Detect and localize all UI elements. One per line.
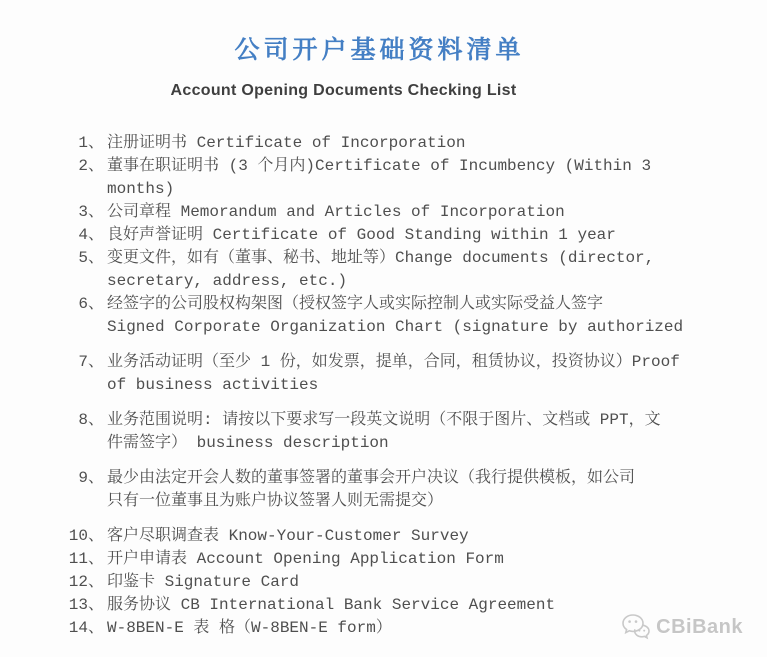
list-item-number: 6、 bbox=[78, 295, 104, 313]
list-item-number: 7、 bbox=[78, 353, 104, 371]
list-item-text bbox=[107, 548, 727, 571]
document-checklist bbox=[0, 132, 767, 640]
list-item-number: 9、 bbox=[78, 469, 104, 487]
list-item bbox=[60, 351, 727, 397]
list-item-line: 印鉴卡 Signature Card bbox=[107, 573, 300, 591]
list-item bbox=[60, 201, 727, 224]
list-item-line: 变更文件，如有（董事、秘书、地址等）Change documents (director, bbox=[107, 249, 655, 267]
list-item bbox=[60, 548, 727, 571]
list-item bbox=[60, 467, 727, 513]
list-item-number: 13、 bbox=[68, 596, 104, 614]
list-item-number: 10、 bbox=[68, 527, 104, 545]
cbibank-logo bbox=[621, 613, 743, 641]
list-item-line: 开户申请表 Account Opening Application Form bbox=[107, 550, 504, 568]
list-item-line: 件需签字） business description bbox=[107, 434, 389, 452]
list-item-line: 董事在职证明书 (3 个月内)Certificate of Incumbency (Within 3 bbox=[107, 157, 652, 175]
list-item-line: 良好声誉证明 Certificate of Good Standing within 1 year bbox=[107, 226, 616, 244]
list-item-line: months) bbox=[107, 180, 175, 198]
list-item-line: of business activities bbox=[107, 376, 319, 394]
list-item bbox=[60, 571, 727, 594]
list-item-line: 最少由法定开会人数的董事签署的董事会开户决议（我行提供模板，如公司 bbox=[107, 469, 636, 487]
list-item-line: 业务范围说明: 请按以下要求写一段英文说明（不限于图片、文档或 PPT，文 bbox=[107, 411, 661, 429]
page-subtitle: Account Opening Documents Checking List bbox=[170, 82, 517, 99]
list-item-number: 1、 bbox=[78, 134, 104, 152]
list-item-text bbox=[107, 293, 727, 339]
page-title: 公司开户基础资料清单 bbox=[234, 37, 525, 64]
list-item-text bbox=[107, 155, 727, 201]
list-item-text bbox=[107, 571, 727, 594]
list-item bbox=[60, 409, 727, 455]
list-item-line: 经签字的公司股权构架图（授权签字人或实际控制人或实际受益人签字 bbox=[107, 295, 604, 313]
list-item-number: 12、 bbox=[68, 573, 104, 591]
list-item-line: 客户尽职调查表 Know-Your-Customer Survey bbox=[107, 527, 469, 545]
list-item-line: 服务协议 CB International Bank Service Agreement bbox=[107, 596, 556, 614]
list-item-number: 3、 bbox=[78, 203, 104, 221]
brand-name: CBiBank bbox=[656, 615, 743, 638]
list-item-line: Signed Corporate Organization Chart (signature by authorized bbox=[107, 318, 684, 336]
list-item bbox=[60, 293, 727, 339]
list-item bbox=[60, 224, 727, 247]
list-item-text bbox=[107, 467, 727, 513]
list-item-number: 4、 bbox=[78, 226, 104, 244]
list-item-line: 公司章程 Memorandum and Articles of Incorporation bbox=[107, 203, 565, 221]
list-item-line: secretary, address, etc.) bbox=[107, 272, 348, 290]
list-item-number: 2、 bbox=[78, 157, 104, 175]
list-item-number: 5、 bbox=[78, 249, 104, 267]
list-item bbox=[60, 155, 727, 201]
list-item bbox=[60, 247, 727, 293]
list-item-text bbox=[107, 409, 727, 455]
list-item-number: 14、 bbox=[68, 619, 104, 637]
list-item-line: W-8BEN-E 表 格（W-8BEN-E form） bbox=[107, 619, 392, 637]
list-item-text bbox=[107, 201, 727, 224]
list-item-text bbox=[107, 351, 727, 397]
list-item-line: 业务活动证明（至少 1 份，如发票，提单，合同，租赁协议，投资协议）Proof bbox=[107, 353, 680, 371]
chat-bubbles-icon bbox=[621, 613, 651, 641]
list-item-text bbox=[107, 247, 727, 293]
list-item-text bbox=[107, 525, 727, 548]
list-item bbox=[60, 525, 727, 548]
list-item bbox=[60, 132, 727, 155]
list-item-line: 只有一位董事且为账户协议签署人则无需提交） bbox=[107, 492, 444, 510]
list-item-line: 注册证明书 Certificate of Incorporation bbox=[107, 134, 466, 152]
list-item-number: 8、 bbox=[78, 411, 104, 429]
list-item-text bbox=[107, 224, 727, 247]
list-item-text bbox=[107, 132, 727, 155]
list-item-number: 11、 bbox=[68, 550, 104, 568]
